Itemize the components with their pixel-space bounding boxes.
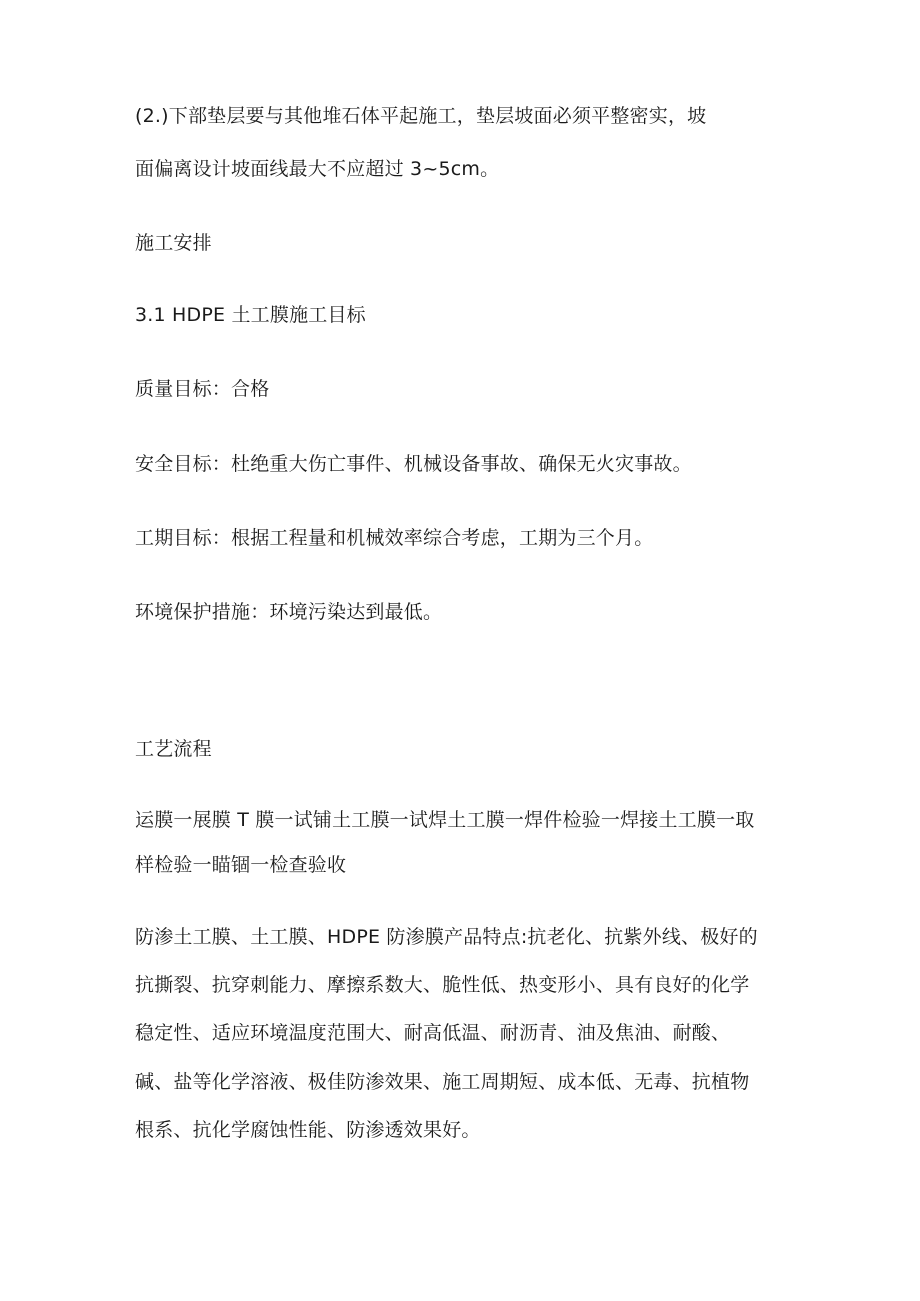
section-heading-arrangement: 施工安排: [135, 232, 212, 254]
features-line: 抗撕裂、抗穿刺能力、摩擦系数大、脆性低、热变形小、具有良好的化学: [135, 974, 750, 996]
section-heading-goals: 3.1 HDPE 土工膜施工目标: [135, 304, 366, 326]
paragraph-line: 面偏离设计坡面线最大不应超过 3~5cm。: [135, 158, 500, 180]
features-line: 稳定性、适应环境温度范围大、耐高低温、耐沥青、油及焦油、耐酸、: [135, 1022, 731, 1044]
quality-goal-text: 质量目标：合格: [135, 378, 270, 400]
features-line: 碱、盐等化学溶液、极佳防渗效果、施工周期短、成本低、无毒、抗植物: [135, 1071, 750, 1093]
features-line: 根系、抗化学腐蚀性能、防渗透效果好。: [135, 1119, 481, 1141]
process-flow-line: 运膜一展膜 T 膜一试铺土工膜一试焊土工膜一焊件检验一焊接土工膜一取: [135, 809, 755, 831]
paragraph-line: (2.)下部垫层要与其他堆石体平起施工，垫层坡面必须平整密实，坡: [135, 105, 707, 127]
features-line: 防渗土工膜、土工膜、HDPE 防渗膜产品特点:抗老化、抗紫外线、极好的: [135, 926, 758, 948]
safety-goal-text: 安全目标：杜绝重大伤亡事件、机械设备事故、确保无火灾事故。: [135, 453, 692, 475]
environment-goal-text: 环境保护措施：环境污染达到最低。: [135, 601, 443, 623]
schedule-goal-text: 工期目标：根据工程量和机械效率综合考虑，工期为三个月。: [135, 527, 654, 549]
section-heading-process: 工艺流程: [135, 738, 212, 760]
process-flow-line: 样检验一瞄锢一检查验收: [135, 854, 347, 876]
